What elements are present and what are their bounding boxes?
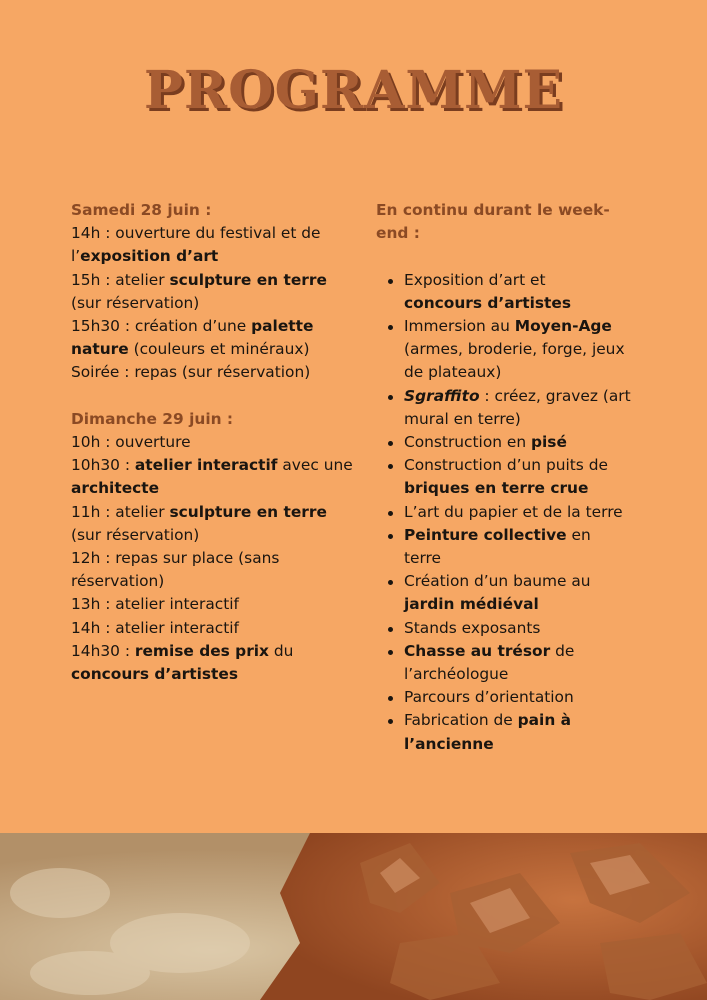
activity-item: Parcours d’orientation [376, 686, 666, 709]
continuous-column [376, 199, 666, 756]
schedule-line: 10h30 : atelier interactif avec une [71, 456, 353, 475]
schedule-line: 12h : repas sur place (sans [71, 549, 280, 568]
schedule-line: 14h30 : remise des prix du [71, 641, 294, 660]
schedule-line: 15h30 : création d’une palette [71, 317, 314, 336]
schedule-line: 15h : atelier sculpture en terre [71, 270, 327, 289]
continuous-heading-cont: end : [376, 224, 420, 243]
activity-item: Immersion au Moyen-Age (armes, broderie, forge, jeux de plateaux) [376, 315, 666, 385]
saturday-heading: Samedi 28 juin : [71, 201, 212, 219]
page-title: PROGRAMME [143, 60, 564, 121]
clay-texture-image [0, 833, 707, 1000]
activity-item: Stands exposants [376, 617, 666, 640]
sunday-heading: Dimanche 29 juin : [71, 409, 234, 428]
schedule-line: Soirée : repas (sur réservation) [71, 363, 311, 382]
schedule-line: 14h : atelier interactif [71, 618, 239, 637]
schedule-line: 13h : atelier interactif [71, 595, 239, 614]
activity-item: Fabrication de pain à l’ancienne [376, 709, 666, 755]
schedule-line: 10h : ouverture [71, 433, 191, 452]
schedule-line: (sur réservation) [71, 525, 200, 544]
schedule-line: nature (couleurs et minéraux) [71, 340, 310, 359]
schedule-line: (sur réservation) [71, 293, 200, 312]
activity-item: Création d’un baume au jardin médiéval [376, 570, 666, 616]
continuous-heading: En continu durant le week- [376, 201, 610, 219]
schedule-line: 14h : ouverture du festival et de [71, 224, 321, 243]
activity-item: Construction en pisé [376, 431, 666, 454]
schedule-line: concours d’artistes [71, 665, 239, 684]
saturday-list [71, 222, 361, 384]
schedule-line: réservation) [71, 572, 165, 591]
clay-photo [0, 833, 707, 1000]
activity-item: Exposition d’art et concours d’artistes [376, 269, 666, 315]
activity-item: L’art du papier et de la terre [376, 501, 666, 524]
schedule-line: architecte [71, 479, 160, 498]
activity-list [376, 269, 666, 756]
schedule-line: 11h : atelier sculpture en terre [71, 502, 327, 521]
schedule-line: l’exposition d’art [71, 247, 219, 266]
activity-item: Chasse au trésor de l’archéologue [376, 640, 666, 686]
sunday-list [71, 431, 361, 686]
activity-item: Construction d’un puits de briques en terre crue [376, 454, 666, 500]
activity-item: Peinture collective en terre [376, 524, 666, 570]
activity-item: Sgraffito : créez, gravez (art mural en terre) [376, 385, 666, 431]
schedule-column [71, 199, 361, 686]
